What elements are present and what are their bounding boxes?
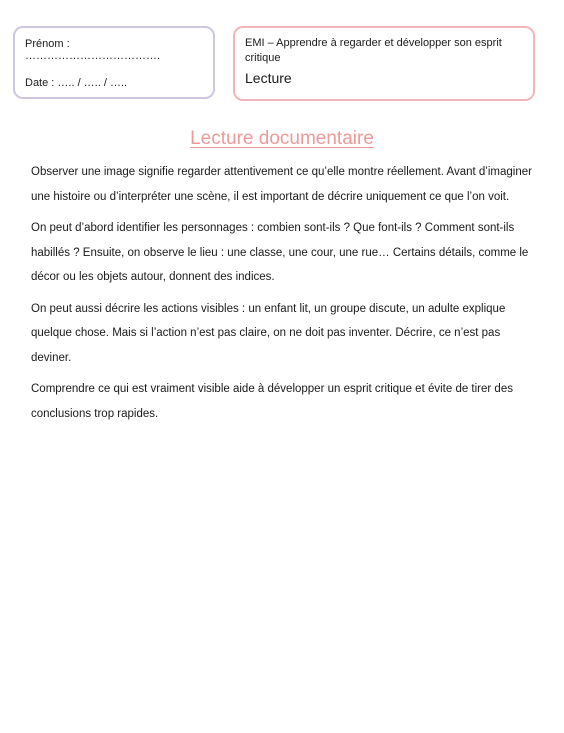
document-body bbox=[31, 160, 536, 433]
subject-title: EMI – Apprendre à regarder et développer son esprit critique bbox=[245, 37, 502, 64]
student-info-box bbox=[13, 26, 215, 99]
paragraph-4: Comprendre ce qui est vraiment visible aide à développer un esprit critique et évite de tirer des conclusions trop rapides. bbox=[31, 383, 513, 420]
paragraph-1: Observer une image signifie regarder attentivement ce qu’elle montre réellement. Avant d’imaginer une histoire ou d’interpréter une scène, il est important de décrire uniquement ce que l’on voit. bbox=[31, 166, 532, 203]
subject-box bbox=[233, 26, 535, 101]
course-label: Lecture bbox=[245, 70, 292, 86]
paragraph-2: On peut d’abord identifier les personnages : combien sont-ils ? Que font-ils ? Comment sont-ils habillés ? Ensuite, on observe le lieu : une classe, une cour, une rue… Certains détails, comme le décor ou les objets autour, donnent des indices. bbox=[31, 222, 529, 283]
paragraph-3: On peut aussi décrire les actions visibles : un enfant lit, un groupe discute, un adulte explique quelque chose. Mais si l’action n’est pas claire, on ne doit pas inventer. Décrire, ce n’est pas deviner. bbox=[31, 302, 506, 364]
document-title: Lecture documentaire bbox=[190, 128, 374, 149]
prenom-field: Prénom : ………………………………. bbox=[25, 38, 161, 62]
date-field: Date : ….. / ….. / ….. bbox=[25, 77, 128, 89]
document-title-wrapper bbox=[0, 128, 564, 150]
